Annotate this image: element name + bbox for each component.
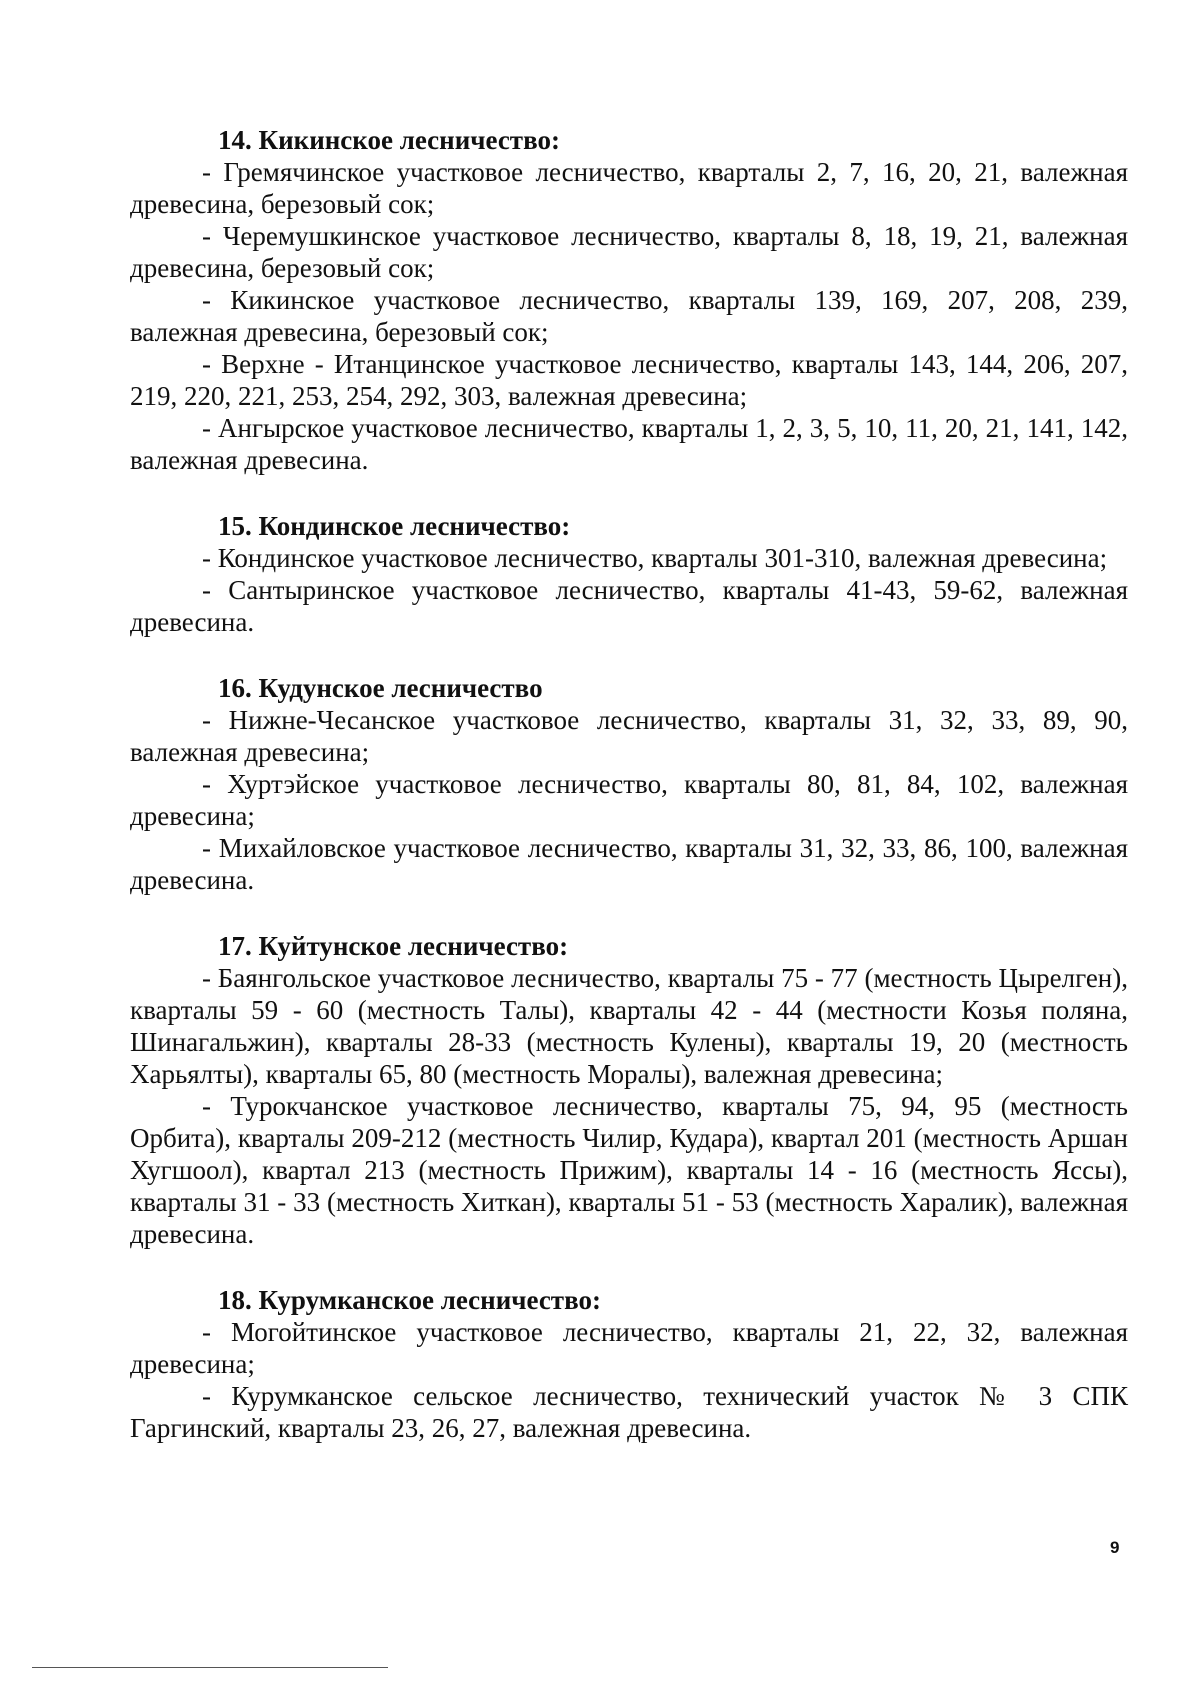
list-item: - Гремячинское участковое лесничество, кварталы 2, 7, 16, 20, 21, валежная древесина, березовый сок; [130,157,1128,219]
section-kikinskoe [130,124,1128,476]
list-item: - Баянгольское участковое лесничество, кварталы 75 - 77 (местность Цырелген), кварталы 59 - 60 (местность Талы), кварталы 42 - 44 (местности Козья поляна, Шинагальжин), кварталы 28-33 (местность Кулены), кварталы 19, 20 (местность Харьялты), кварталы 65, 80 (местность Моралы), валежная древесина; [130,963,1128,1089]
footer-divider [32,1667,388,1668]
section-heading: 17. Куйтунское лесничество: [218,931,569,961]
list-item: - Кондинское участковое лесничество, кварталы 301-310, валежная древесина; [202,543,1108,573]
list-item: - Черемушкинское участковое лесничество, кварталы 8, 18, 19, 21, валежная древесина, березовый сок; [130,221,1128,283]
section-kuytunskoe [130,930,1128,1250]
list-item: - Турокчанское участковое лесничество, кварталы 75, 94, 95 (местность Орбита), кварталы 209-212 (местность Чилир, Кудара), квартал 201 (местность Аршан Хугшоол), квартал 213 (местность Прижим), кварталы 14 - 16 (местность Яссы), кварталы 31 - 33 (местность Хиткан), кварталы 51 - 53 (местность Харалик), валежная древесина. [130,1091,1128,1249]
list-item: - Нижне-Чесанское участковое лесничество, кварталы 31, 32, 33, 89, 90, валежная древесина; [130,705,1128,767]
section-kurumkanskoe [130,1284,1128,1444]
list-item: - Сантыринское участковое лесничество, кварталы 41-43, 59-62, валежная древесина. [130,575,1128,637]
page-number: 9 [1110,1538,1120,1557]
list-item: - Кикинское участковое лесничество, кварталы 139, 169, 207, 208, 239, валежная древесина, березовый сок; [130,285,1128,347]
list-item: - Курумканское сельское лесничество, технический участок № 3 СПК Гаргинский, кварталы 23, 26, 27, валежная древесина. [130,1381,1128,1443]
list-item: - Могойтинское участковое лесничество, кварталы 21, 22, 32, валежная древесина; [130,1317,1128,1379]
section-heading: 14. Кикинское лесничество: [218,125,560,155]
list-item: - Хуртэйское участковое лесничество, кварталы 80, 81, 84, 102, валежная древесина; [130,769,1128,831]
section-kondinskoe [130,510,1128,638]
document-body [130,124,1128,1478]
list-item: - Верхне - Итанцинское участковое лесничество, кварталы 143, 144, 206, 207, 219, 220, 221, 253, 254, 292, 303, валежная древесина; [130,349,1128,411]
section-heading: 15. Кондинское лесничество: [218,511,571,541]
section-heading: 18. Курумканское лесничество: [218,1285,601,1315]
list-item: - Ангырское участковое лесничество, кварталы 1, 2, 3, 5, 10, 11, 20, 21, 141, 142, валежная древесина. [130,413,1128,475]
section-kudunskoe [130,672,1128,896]
section-heading: 16. Кудунское лесничество [218,673,543,703]
list-item: - Михайловское участковое лесничество, кварталы 31, 32, 33, 86, 100, валежная древесина. [130,833,1128,895]
